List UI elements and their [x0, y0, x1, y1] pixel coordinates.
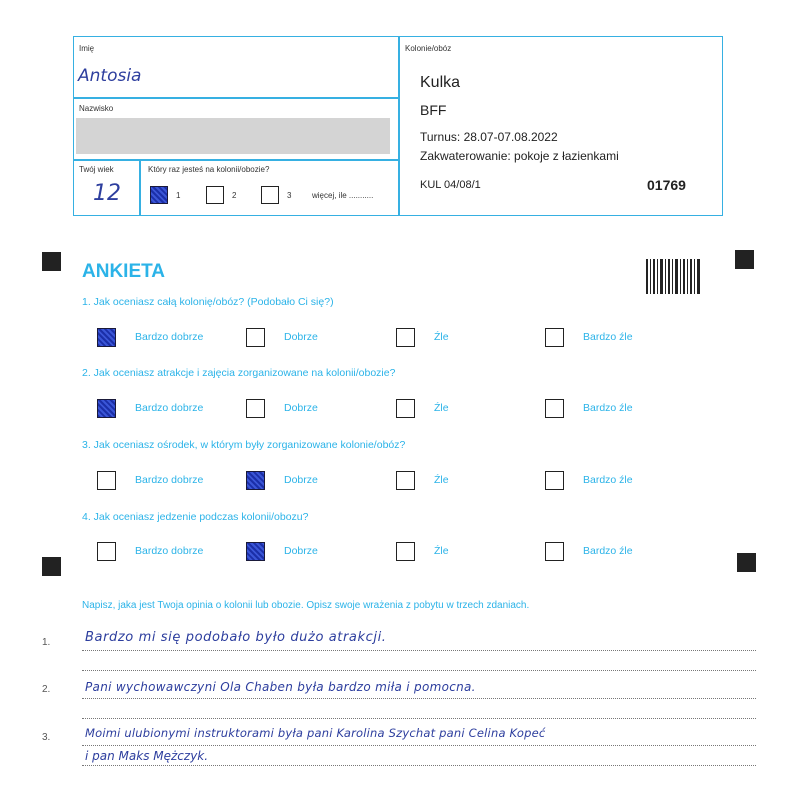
question-1-option-label: Źle: [434, 331, 449, 343]
question-3-option-checkbox[interactable]: [396, 471, 415, 490]
question-2-option-label: Bardzo źle: [583, 402, 633, 414]
question-4-option-checkbox[interactable]: [545, 542, 564, 561]
question-3-text: 3. Jak oceniasz ośrodek, w którym były zorganizowane kolonie/obóz?: [82, 439, 406, 451]
question-2-option-checkbox[interactable]: [396, 399, 415, 418]
camp-sub: BFF: [420, 102, 447, 118]
question-4-option-label: Bardzo dobrze: [135, 545, 204, 557]
question-4-option-checkbox[interactable]: [97, 542, 116, 561]
question-1-option-checkbox[interactable]: [97, 328, 116, 347]
opinion-prompt: Napisz, jaka jest Twoja opinia o kolonii lub obozie. Opisz swoje wrażenia z pobytu w trzech zdaniach.: [82, 600, 530, 611]
opinion-line-2[interactable]: Pani wychowawczyni Ola Chaben była bardzo miła i pomocna.: [85, 680, 476, 694]
question-3-option-label: Bardzo dobrze: [135, 474, 204, 486]
question-2-option-checkbox[interactable]: [545, 399, 564, 418]
question-1-option-checkbox[interactable]: [545, 328, 564, 347]
question-2-option-checkbox[interactable]: [246, 399, 265, 418]
question-1-option-checkbox[interactable]: [396, 328, 415, 347]
question-1-text: 1. Jak oceniasz całą kolonię/obóz? (Podobało Ci się?): [82, 296, 334, 308]
age-label: Twój wiek: [79, 165, 114, 174]
writing-line: [82, 718, 756, 719]
writing-line: [82, 698, 756, 699]
survey-title: ANKIETA: [82, 261, 166, 282]
line-number: 3.: [42, 732, 51, 743]
question-4-option-label: Źle: [434, 545, 449, 557]
times-option-label: 3: [287, 191, 292, 200]
opinion-line-1[interactable]: Bardzo mi się podobało było dużo atrakcji.: [85, 630, 387, 645]
question-3-option-checkbox[interactable]: [97, 471, 116, 490]
camp-label: Kolonie/obóz: [405, 44, 452, 53]
registration-marker: [42, 557, 61, 576]
question-3-option-label: Źle: [434, 474, 449, 486]
question-4-option-checkbox[interactable]: [396, 542, 415, 561]
writing-line: [82, 745, 756, 746]
question-3-option-label: Dobrze: [284, 474, 318, 486]
turnus: Turnus: 28.07-07.08.2022: [420, 130, 558, 144]
question-1-option-label: Bardzo źle: [583, 331, 633, 343]
form-number: 01769: [647, 177, 686, 193]
barcode: [646, 259, 702, 294]
camp-name: Kulka: [420, 74, 461, 91]
registration-marker: [735, 250, 754, 269]
question-2-option-label: Dobrze: [284, 402, 318, 414]
times-more-label: więcej, ile ...........: [312, 191, 374, 200]
question-3-option-checkbox[interactable]: [545, 471, 564, 490]
line-number: 2.: [42, 684, 51, 695]
question-1-option-label: Dobrze: [284, 331, 318, 343]
times-option-label: 2: [232, 191, 237, 200]
times-label: Który raz jesteś na kolonii/obozie?: [148, 165, 270, 174]
question-1-option-label: Bardzo dobrze: [135, 331, 204, 343]
registration-marker: [737, 553, 756, 572]
question-3-option-label: Bardzo źle: [583, 474, 633, 486]
question-4-text: 4. Jak oceniasz jedzenie podczas kolonii/obozu?: [82, 511, 309, 523]
writing-line: [82, 765, 756, 766]
times-checkbox-2[interactable]: [206, 186, 224, 204]
times-checkbox-1[interactable]: [150, 186, 168, 204]
camp-code: KUL 04/08/1: [420, 179, 481, 191]
question-4-option-checkbox[interactable]: [246, 542, 265, 561]
line-number: 1.: [42, 637, 51, 648]
question-2-option-label: Źle: [434, 402, 449, 414]
question-2-option-label: Bardzo dobrze: [135, 402, 204, 414]
question-3-option-checkbox[interactable]: [246, 471, 265, 490]
times-option-label: 1: [176, 191, 181, 200]
opinion-line-3[interactable]: Moimi ulubionymi instruktorami była pani Karolina Szychat pani Celina Kopeć: [85, 726, 546, 740]
question-1-option-checkbox[interactable]: [246, 328, 265, 347]
opinion-line-4[interactable]: i pan Maks Mężczyk.: [85, 749, 209, 763]
registration-marker: [42, 252, 61, 271]
writing-line: [82, 670, 756, 671]
surname-label: Nazwisko: [79, 104, 114, 113]
age-value[interactable]: 12: [93, 181, 121, 206]
name-label: Imię: [79, 44, 95, 53]
accommodation: Zakwaterowanie: pokoje z łazienkami: [420, 149, 619, 163]
writing-line: [82, 650, 756, 651]
times-checkbox-3[interactable]: [261, 186, 279, 204]
question-2-text: 2. Jak oceniasz atrakcje i zajęcia zorganizowane na kolonii/obozie?: [82, 367, 396, 379]
question-2-option-checkbox[interactable]: [97, 399, 116, 418]
question-4-option-label: Dobrze: [284, 545, 318, 557]
surname-redacted: [76, 118, 390, 154]
name-value[interactable]: Antosia: [78, 66, 142, 86]
question-4-option-label: Bardzo źle: [583, 545, 633, 557]
